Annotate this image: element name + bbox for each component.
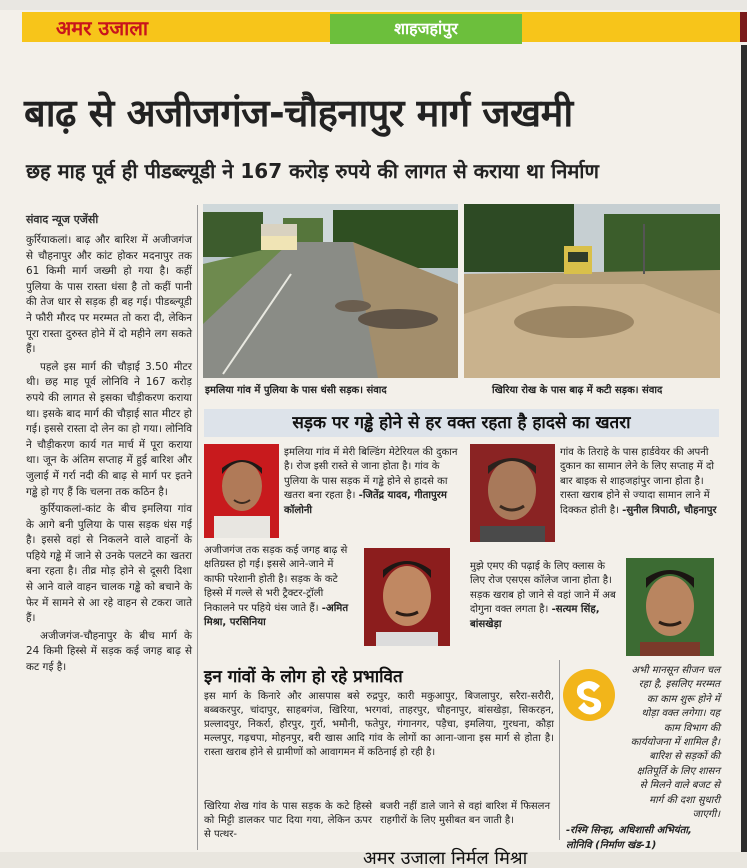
photo-cut-road-khiriya xyxy=(464,204,720,378)
quote-sunil xyxy=(560,446,722,518)
masthead-edge xyxy=(740,12,747,42)
section2-title: इन गांवों के लोग हो रहे प्रभावित xyxy=(204,667,403,687)
brand-logo-text: अमर उजाला xyxy=(56,16,149,40)
column-rule xyxy=(197,205,198,850)
quote-author: -सत्यम सिंह, बांसखेड़ा xyxy=(470,604,600,630)
paragraph: अजीजगंज-चौहनापुर के बीच मार्ग के 24 किमी हिस्से में सड़क कई जगह बाढ़ से कट गई है। xyxy=(26,629,192,674)
watermark-text: अमर उजाला निर्मल मिश्रा xyxy=(363,848,528,868)
section-title: सड़क पर गड्ढे होने से हर वक्त रहता है हादसे का खतरा xyxy=(204,409,719,437)
official-statement xyxy=(560,664,720,853)
photo-sunil-tripathi xyxy=(470,444,555,542)
quote-author: -अमित मिश्रा, परसिनिया xyxy=(204,602,349,629)
quote-text: गांव के तिराहे के पास हार्डवेयर की अपनी दुकान का सामान लेने के लिए सप्ताह में दो बार बाइक से शाहजहांपुर जाना होता है। रास्ता खराब होने से ज्यादा सामान लाने में दिक्कत होती है। xyxy=(560,447,714,516)
photo-damaged-road-imliya xyxy=(203,204,458,378)
page-edge xyxy=(741,45,747,868)
paragraph: पहले इस मार्ग की चौड़ाई 3.50 मीटर थी। छह माह पूर्व लोनिवि ने 167 करोड़ रुपये की लागत से इसका चौड़ीकरण कराया था। इसके बाद मार्ग की चौड़ाई सात मीटर हो गई। इससे रास्ता दो लेन का हो गया। लोनिवि ने चौड़ीकरण कार्य गत मार्च में पूरा कराया था। जून के अंतिम सप्ताह में हुई बारिश और जुलाई में गर्रा नदी की बाढ़ से मार्ग पर इतने गड्ढे हो गए हैं कि चलना तक कठिन है। xyxy=(26,360,192,498)
article-column-1 xyxy=(26,233,192,678)
photo-caption: खिरिया रोख के पास बाढ़ में कटी सड़क। संवाद xyxy=(492,385,663,396)
bottom-column-1: खिरिया शेख गांव के पास सड़क के कटे हिस्से को मिट्टी डालकर पाट दिया गया, लेकिन ऊपर से पत्थर- xyxy=(204,801,372,840)
quote-author: -सुनील त्रिपाठी, चौहनापुर xyxy=(622,504,717,516)
paragraph: कुर्रियाकलां-कांट के बीच इमलिया गांव के आगे बनी पुलिया के पास सड़क धंस गई है। इससे वहां से निकलने वाले वाहनों के पहिये गड्ढे में जाने से उनके पलटने का खतरा बना रहता है। तीव्र मोड़ होने से दूसरी दिशा से आने वाले वाहन चालक गड्ढे को बचाने के फेर में सामने से आ रहे वाहन से टकरा जाते हैं। xyxy=(26,503,192,625)
subheadline: छह माह पूर्व ही पीडब्ल्यूडी ने 167 करोड़ रुपये की लागत से कराया था निर्माण xyxy=(26,159,599,183)
quote-jitendra xyxy=(284,446,464,518)
city-label: शाहजहांपुर xyxy=(330,14,522,44)
quote-satyam xyxy=(470,560,620,632)
quote-text: मुझे एमए की पढ़ाई के लिए क्लास के लिए रोज एसएस कॉलेज जाना होता है। सड़क खराब हो जाने से वहां जाने में अब दोगुना वक्त लगता है। xyxy=(470,561,616,616)
quote-author: -जितेंद्र यादव, गीतापुरम कॉलोनी xyxy=(284,490,447,516)
quote-text: इमलिया गांव में मेरी बिल्डिंग मेटेरियल की दुकान है। रोज इसी रास्ते से जाना होता है। गांव के पुलिया के पास सड़क में गड्ढे होने से हादसे का खतरा बना रहता है। xyxy=(284,447,458,502)
quote-text: अजीजगंज तक सड़क कई जगह बाढ़ से क्षतिग्रस्त हो गई। इससे आने-जाने में काफी परेशानी होती है। सड़क के कटे हिस्से में गल्ले से भरी ट्रैक्टर-ट्रॉली निकालने पर पहिये धंस जाते हैं। xyxy=(204,545,348,614)
top-band xyxy=(0,0,747,10)
photo-jitendra-yadav xyxy=(204,444,279,538)
section2-body: इस मार्ग के किनारे और आसपास बसे रुद्रपुर, कारी मकुआपुर, बिजलापुर, सरैरा-सरौरी, बब्बकरपुर, चांदापुर, साहबगंज, खिरिया, भरगवां, ताहरपुर, चौहनापुर, बांसखेड़ा, सिकरहन, प्रल्लादपुर, निकर्रा, हौरपुर, गुर्रा, भमौनी, फतेपुर, गंगानगर, पड़ैचा, इमलिया, गुरधना, कौड़ा मल्लपुर, गढ़चपा, मोहनपुर, बरी खास आदि गांव के लोगों का आना-जाना इस मार्ग से होता है। रास्ता खराब होने से ग्रामीणों को आवागमन में कठिनाई हो रही है। xyxy=(204,691,554,758)
headline: बाढ़ से अजीजगंज-चौहनापुर मार्ग जखमी xyxy=(24,91,573,135)
quote-amit xyxy=(204,544,356,630)
byline: संवाद न्यूज एजेंसी xyxy=(26,213,99,226)
photo-caption: इमलिया गांव में पुलिया के पास धंसी सड़क। संवाद xyxy=(205,385,387,396)
paragraph: कुर्रियाकलां। बाढ़ और बारिश में अजीजगंज से चौहनापुर और कांट होकर मदनापुर तक 61 किमी मार्ग जख्मी हो गया है। कहीं पुलिया के पास रास्ता धंसा है तो कहीं पानी की तेज धार से सड़क ही बह गई। पीडब्ल्यूडी ने फौरी मौरद पर मरम्मत तो करा दी, लेकिन पूरा रास्ता दुरुस्त होने में दो महीने लग सकते हैं। xyxy=(26,234,192,356)
bottom-column-2: बजरी नहीं डाले जाने से वहां बारिश में फिसलन राहगीरों के लिए मुसीबत बन जाती है। xyxy=(380,801,550,826)
statement-text: अभी मानसून सीजन चल रहा है, इसलिए मरम्मत का काम शुरू होने में थोड़ा वक्त लगेगा। यह काम विभाग की कार्ययोजना में शामिल है। बारिश से सड़कों की क्षतिपूर्ति के लिए शासन से मिलने वाले बजट से मार्ग की दशा सुधारी जाएगी। xyxy=(630,665,720,821)
photo-satyam-singh xyxy=(626,558,714,656)
statement-author: -रश्मि सिन्हा, अधिशासी अभियंता, लोनिवि (निर्माण खंड-1) xyxy=(566,825,692,851)
photo-amit-mishra xyxy=(364,548,450,646)
